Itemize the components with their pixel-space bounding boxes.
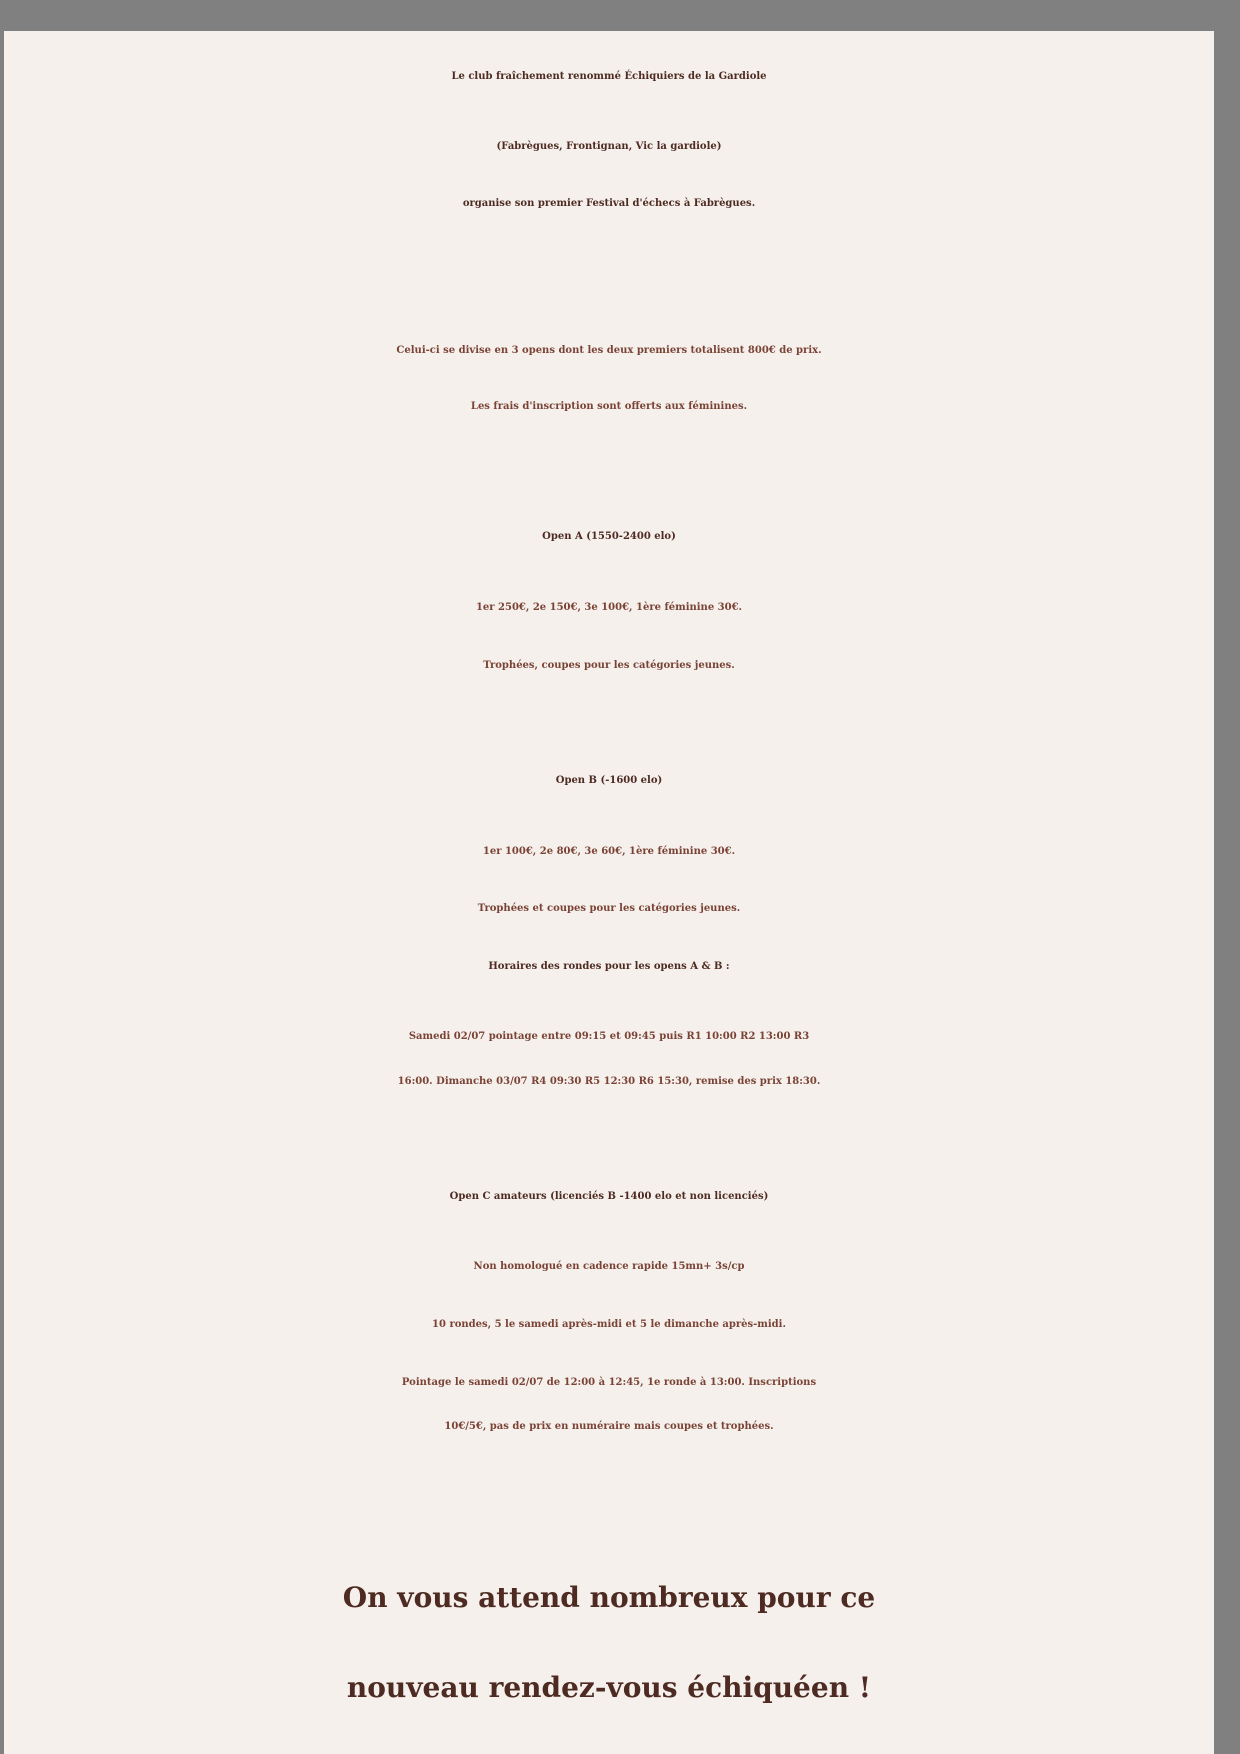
open-c-checkin-line-2: 10€/5€, pas de prix en numéraire mais coupes et trophées. — [444, 1421, 774, 1432]
open-a-heading: Open A (1550-2400 elo) — [542, 531, 676, 542]
club-title: Le club fraîchement renommé Échiquiers de la Gardiole — [451, 71, 767, 82]
club-towns: (Fabrègues, Frontignan, Vic la gardiole) — [496, 141, 722, 152]
open-a-trophies: Trophées, coupes pour les catégories jeunes. — [483, 660, 735, 671]
closing-line-1: On vous attend nombreux pour ce — [342, 1581, 876, 1614]
open-c-checkin-line-1: Pointage le samedi 02/07 de 12:00 à 12:45, 1e ronde à 13:00. Inscriptions — [401, 1377, 817, 1388]
intro-registration-text: Les frais d'inscription sont offerts aux féminines. — [470, 401, 748, 412]
schedule-line-1: Samedi 02/07 pointage entre 09:15 et 09:45 puis R1 10:00 R2 13:00 R3 — [408, 1031, 810, 1042]
festival-subtitle: organise son premier Festival d'échecs à Fabrègues. — [462, 198, 756, 209]
schedule-heading: Horaires des rondes pour les opens A & B : — [488, 961, 730, 972]
open-b-prizes: 1er 100€, 2e 80€, 3e 60€, 1ère féminine 30€. — [482, 846, 736, 857]
schedule-line-2: 16:00. Dimanche 03/07 R4 09:30 R5 12:30 R6 15:30, remise des prix 18:30. — [397, 1076, 821, 1087]
open-c-cadence: Non homologué en cadence rapide 15mn+ 3s/cp — [473, 1261, 745, 1272]
flyer-page — [4, 31, 1214, 1754]
open-a-prizes: 1er 250€, 2e 150€, 3e 100€, 1ère féminine 30€. — [475, 602, 743, 613]
open-b-trophies: Trophées et coupes pour les catégories jeunes. — [477, 903, 741, 914]
closing-line-2: nouveau rendez-vous échiquéen ! — [346, 1671, 872, 1704]
intro-prizes-text: Celui-ci se divise en 3 opens dont les deux premiers totalisent 800€ de prix. — [396, 345, 822, 356]
open-b-heading: Open B (-1600 elo) — [555, 775, 663, 786]
open-c-heading: Open C amateurs (licenciés B -1400 elo et non licenciés) — [449, 1191, 769, 1202]
open-c-rounds: 10 rondes, 5 le samedi après-midi et 5 le dimanche après-midi. — [432, 1319, 786, 1330]
